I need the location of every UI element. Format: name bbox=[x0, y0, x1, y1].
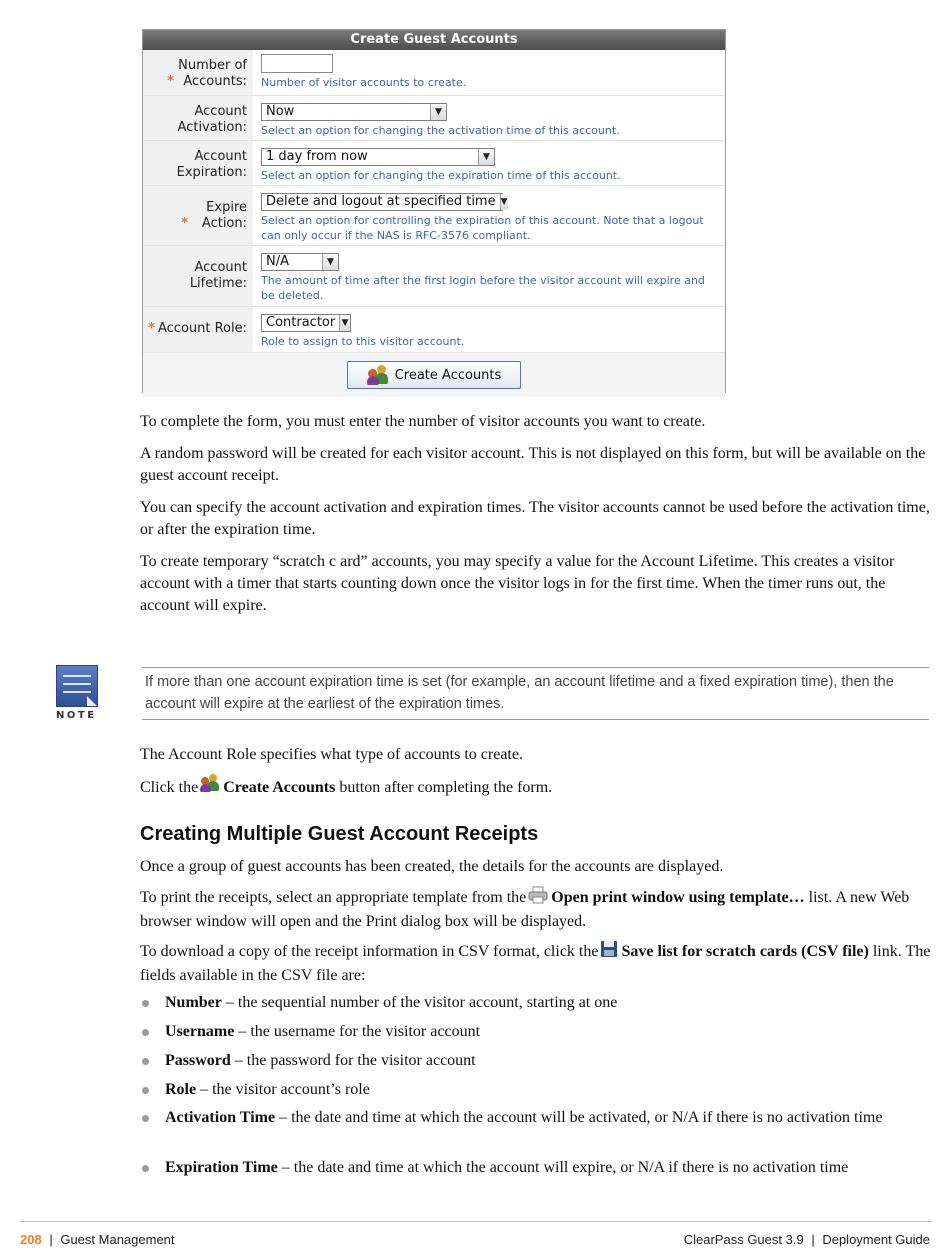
create-accounts-button[interactable] bbox=[347, 361, 521, 389]
account-activation-cell bbox=[253, 96, 725, 140]
save-disk-icon bbox=[600, 940, 618, 965]
number-of-accounts-input[interactable] bbox=[261, 54, 333, 73]
expire-action-label: *Expire Action: bbox=[143, 186, 253, 245]
account-lifetime-help: The amount of time after the first login before the visitor account will expire and be deleted. bbox=[261, 274, 705, 302]
users-icon bbox=[200, 774, 220, 792]
form-row-number-of-accounts bbox=[143, 50, 725, 96]
create-guest-accounts-form bbox=[142, 29, 726, 393]
footer-left: 208 | Guest Management bbox=[20, 1232, 175, 1247]
list-item: Role – the visitor account’s role bbox=[140, 1079, 932, 1101]
form-row-expire-action bbox=[143, 186, 725, 246]
printer-icon bbox=[528, 886, 548, 911]
users-icon bbox=[367, 365, 389, 385]
paragraph: To complete the form, you must enter the number of visitor accounts you want to create. bbox=[140, 413, 706, 430]
form-title: Create Guest Accounts bbox=[143, 30, 725, 50]
form-actions bbox=[143, 353, 725, 397]
footer-divider bbox=[20, 1221, 932, 1222]
account-role-label: * Account Role: bbox=[143, 307, 253, 352]
page-number: 208 bbox=[20, 1232, 42, 1247]
expire-action-select[interactable]: Delete and logout at specified time ▼ bbox=[261, 193, 503, 211]
number-of-accounts-cell bbox=[253, 50, 725, 95]
account-lifetime-cell bbox=[253, 246, 725, 306]
account-expiration-select[interactable]: 1 day from now ▼ bbox=[261, 148, 495, 166]
account-activation-select[interactable]: Now ▼ bbox=[261, 103, 447, 121]
note-icon bbox=[56, 665, 102, 721]
account-role-select[interactable]: Contractor ▼ bbox=[261, 314, 351, 332]
list-item: Password – the password for the visitor account bbox=[140, 1050, 932, 1072]
account-role-help: Role to assign to this visitor account. bbox=[261, 335, 465, 348]
form-row-account-lifetime bbox=[143, 246, 725, 307]
document-name: Deployment Guide bbox=[822, 1232, 930, 1247]
chevron-down-icon: ▼ bbox=[322, 254, 338, 270]
note-box: If more than one account expiration time is set (for example, an account lifetime and a fixed expiration time), then the account will expire at the earliest of the expiration times. bbox=[142, 667, 929, 720]
create-accounts-button-label: Create Accounts bbox=[394, 367, 502, 383]
paragraph: Click the Create Accounts button after completing the form. bbox=[140, 774, 932, 799]
account-expiration-label: Account Expiration: bbox=[143, 141, 253, 185]
paragraph: To create temporary “scratch c ard” accounts, you may specify a value for the Account Lifetime. This creates a visitor account with a timer that starts counting down once the visitor logs in for the first time. When the timer runs out, the account will expire. bbox=[140, 553, 895, 614]
account-activation-label: Account Activation: bbox=[143, 96, 253, 140]
form-row-account-activation bbox=[143, 96, 725, 141]
account-lifetime-select[interactable]: N/A ▼ bbox=[261, 253, 339, 271]
section-heading: Creating Multiple Guest Account Receipts bbox=[140, 823, 539, 845]
paragraph: To print the receipts, select an appropriate template from the Open print window using template… list. A new Web browser window will open and the Print dialog box will be displayed. bbox=[140, 886, 932, 933]
chevron-down-icon: ▼ bbox=[500, 194, 508, 210]
footer-right: ClearPass Guest 3.9 | Deployment Guide bbox=[683, 1232, 930, 1247]
form-row-account-role bbox=[143, 307, 725, 353]
paragraph: You can specify the account activation and expiration times. The visitor accounts cannot be used before the activation time, or after the expiration time. bbox=[140, 499, 930, 538]
number-of-accounts-label: *Number of Accounts: bbox=[143, 50, 253, 95]
paragraph: The Account Role specifies what type of accounts to create. bbox=[140, 746, 523, 763]
list-item: Activation Time – the date and time at which the account will be activated, or N/A if there is no activation time bbox=[140, 1107, 932, 1129]
expire-action-help: Select an option for controlling the expiration of this account. Note that a logout can only occur if the NAS is RFC-3576 compliant. bbox=[261, 214, 704, 242]
required-asterisk: * bbox=[167, 74, 174, 89]
number-of-accounts-help: Number of visitor accounts to create. bbox=[261, 76, 467, 89]
account-expiration-cell bbox=[253, 141, 725, 185]
chevron-down-icon: ▼ bbox=[339, 315, 350, 331]
account-expiration-help: Select an option for changing the expiration time of this account. bbox=[261, 169, 621, 182]
expire-action-cell bbox=[253, 186, 725, 245]
list-item: Expiration Time – the date and time at which the account will expire, or N/A if there is no activation time bbox=[140, 1157, 932, 1179]
paragraph: To download a copy of the receipt information in CSV format, click the Save list for scratch cards (CSV file) link. The fields available in the CSV file are: bbox=[140, 940, 932, 987]
chevron-down-icon: ▼ bbox=[478, 149, 494, 165]
account-activation-help: Select an option for changing the activation time of this account. bbox=[261, 124, 620, 137]
document-icon bbox=[56, 665, 98, 707]
product-name: ClearPass Guest 3.9 bbox=[683, 1232, 804, 1247]
chevron-down-icon: ▼ bbox=[430, 104, 446, 120]
form-row-account-expiration bbox=[143, 141, 725, 186]
note-label: NOTE bbox=[56, 710, 97, 721]
section-name: Guest Management bbox=[60, 1232, 175, 1247]
required-asterisk: * bbox=[148, 321, 155, 336]
required-asterisk: * bbox=[181, 216, 188, 231]
list-item: Number – the sequential number of the visitor account, starting at one bbox=[140, 992, 932, 1014]
account-role-cell bbox=[253, 307, 725, 352]
list-item: Username – the username for the visitor account bbox=[140, 1021, 932, 1043]
paragraph: Once a group of guest accounts has been created, the details for the accounts are displayed. bbox=[140, 858, 724, 875]
account-lifetime-label: Account Lifetime: bbox=[143, 246, 253, 306]
paragraph: A random password will be created for each visitor account. This is not displayed on this form, but will be available on the guest account receipt. bbox=[140, 445, 926, 484]
